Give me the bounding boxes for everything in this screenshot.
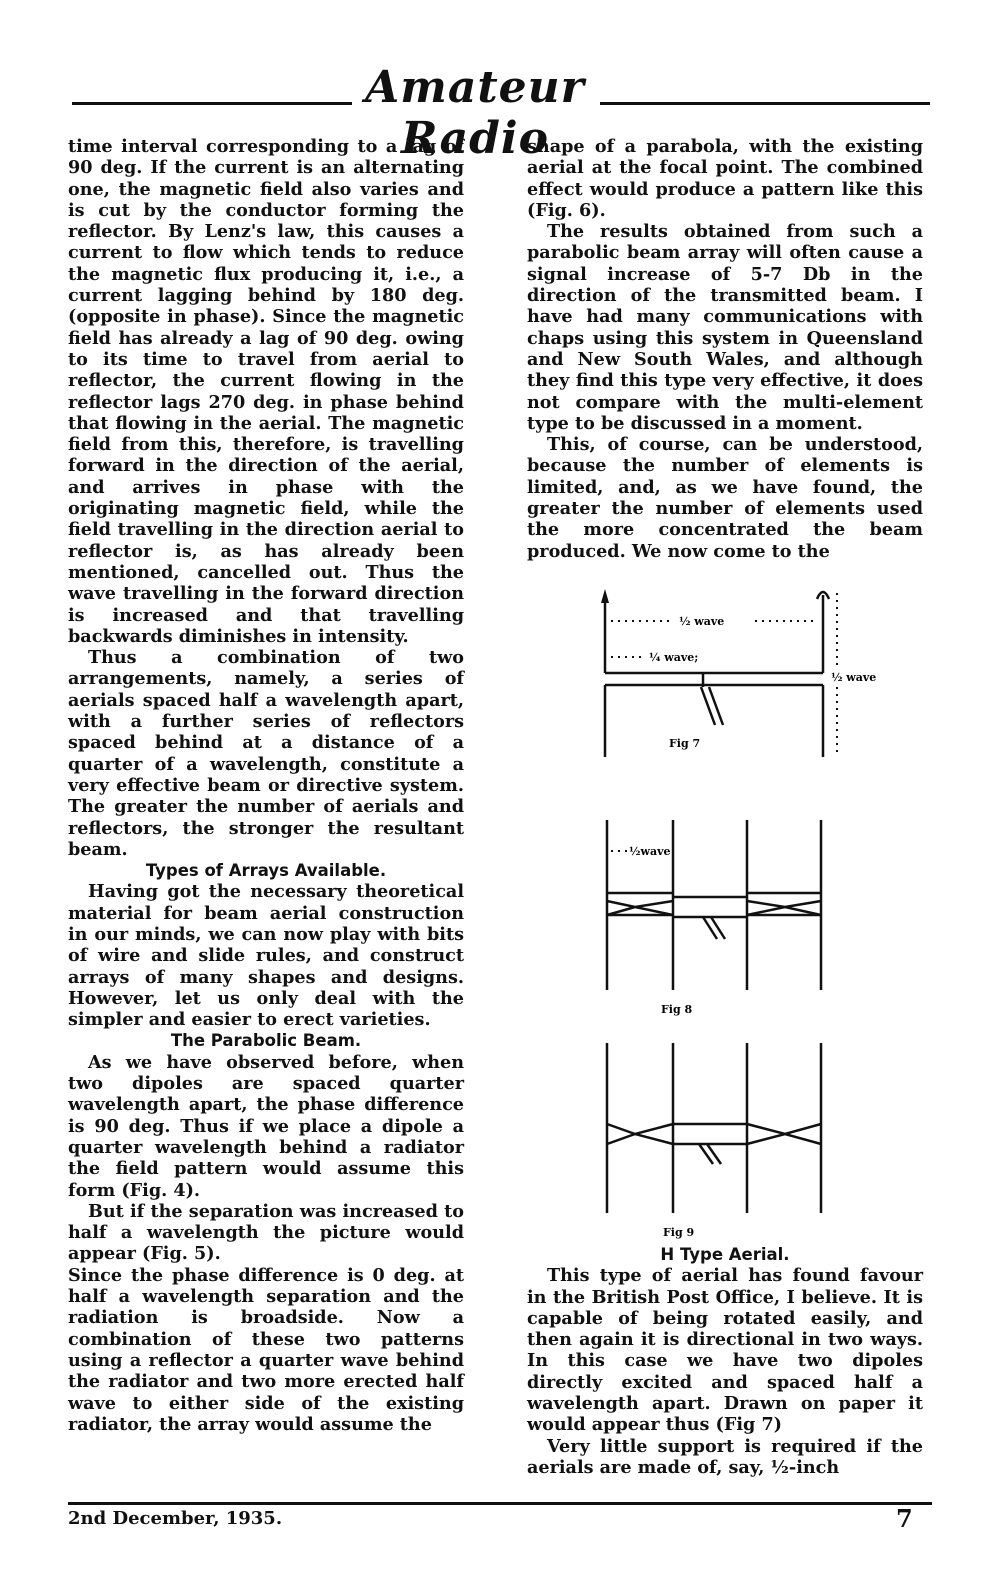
paragraph: But if the separation was increased to half a wavelength the picture would appear (Fig. 5). [68, 1200, 464, 1265]
masthead-rule-right [600, 102, 930, 105]
section-heading-types-of-arrays: Types of Arrays Available. [145, 861, 387, 881]
figure-9-diagram [595, 1038, 835, 1244]
paragraph: Very little support is required if the aerials are made of, say, ½-inch [527, 1435, 923, 1478]
masthead-rule-left [72, 102, 352, 105]
right-column-bottom [527, 1244, 923, 1478]
fig7-quarter-wave: ¼ wave; [649, 651, 699, 664]
figure-8-diagram [595, 815, 835, 1020]
fig9-label: Fig 9 [663, 1226, 695, 1239]
left-column [68, 136, 464, 1435]
figure-9 [595, 1038, 835, 1244]
figure-7-diagram [595, 585, 915, 765]
section-heading-h-type-aerial: H Type Aerial. [660, 1245, 790, 1264]
fig8-label: Fig 8 [661, 1003, 693, 1016]
fig7-label: Fig 7 [669, 737, 701, 750]
footer-rule [68, 1502, 932, 1505]
paragraph: time interval corresponding to a lag of 90 deg. If the current is an alternating one, the magnetic field also varies and is cut by the conductor forming the reflector. By Lenz's law, this causes a current to flow which tends to reduce the magnetic flux producing it, i.e., a current lagging behind by 180 deg. (opposite in phase). Since the magnetic field has already a lag of 90 deg. owing to its time to travel from aerial to reflector, the current flowing in the reflector lags 270 deg. in phase behind that flowing in the aerial. The magnetic field from this, therefore, is travelling forward in the direction of the aerial, and arrives in phase with the originating magnetic field, while the field travelling in the direction aerial to reflector is, as has already been mentioned, cancelled out. Thus the wave travelling in the forward direction is increased and that travelling backwards diminishes in intensity. [68, 136, 464, 647]
paragraph: Thus a combination of two arrangements, namely, a series of aerials spaced half a wavelength apart, with a further series of reflectors spaced behind at a distance of a quarter of a wavelength, constitute a very effective beam or directive system. The greater the number of aerials and reflectors, the stronger the resultant beam. [68, 647, 464, 860]
section-heading-parabolic-beam: The Parabolic Beam. [170, 1031, 362, 1051]
figure-8 [595, 815, 835, 1020]
figure-7 [595, 585, 915, 765]
fig8-half-wave: ½wave [629, 845, 671, 858]
masthead [0, 0, 1000, 164]
fig7-half-wave-top: ½ wave [679, 615, 725, 628]
fig7-half-wave-right: ½ wave [831, 671, 877, 684]
paragraph: As we have observed before, when two dipoles are spaced quarter wavelength apart, the phase difference is 90 deg. Thus if we place a dipole a quarter wavelength behind a radiator the field pattern would assume this form (Fig. 4). [68, 1051, 464, 1201]
masthead-title: Amateur Radio [365, 62, 585, 164]
paragraph: The results obtained from such a parabolic beam array will often cause a signal increase of 5-7 Db in the direction of the transmitted beam. I have had many communications with chaps using this system in Queensland and New South Wales, and although they find this type very effective, it does not compare with the multi-element type to be discussed in a moment. [527, 221, 923, 434]
paragraph: Having got the necessary theoretical material for beam aerial construction in our minds, we can now play with bits of wire and slide rules, and construct arrays of many shapes and designs. However, let us only deal with the simpler and easier to erect varieties. [68, 881, 464, 1031]
paragraph: This type of aerial has found favour in the British Post Office, I believe. It is capable of being rotated easily, and then again it is directional in two ways. In this case we have two dipoles directly excited and spaced half a wavelength apart. Drawn on paper it would appear thus (Fig 7) [527, 1265, 923, 1436]
paragraph: Since the phase difference is 0 deg. at half a wavelength separation and the radiation is broadside. Now a combination of these two patterns using a reflector a quarter wave behind the radiator and two more erected half wave to either side of the existing radiator, the array would assume the [68, 1264, 464, 1435]
right-column-top [527, 136, 923, 562]
page-number: 7 [896, 1504, 913, 1533]
paragraph: shape of a parabola, with the existing aerial at the focal point. The combined effect would produce a pattern like this (Fig. 6). [527, 136, 923, 221]
paragraph: This, of course, can be understood, because the number of elements is limited, and, as we have found, the greater the number of elements used the more concentrated the beam produced. We now come to the [527, 434, 923, 562]
footer-date: 2nd December, 1935. [68, 1508, 283, 1529]
